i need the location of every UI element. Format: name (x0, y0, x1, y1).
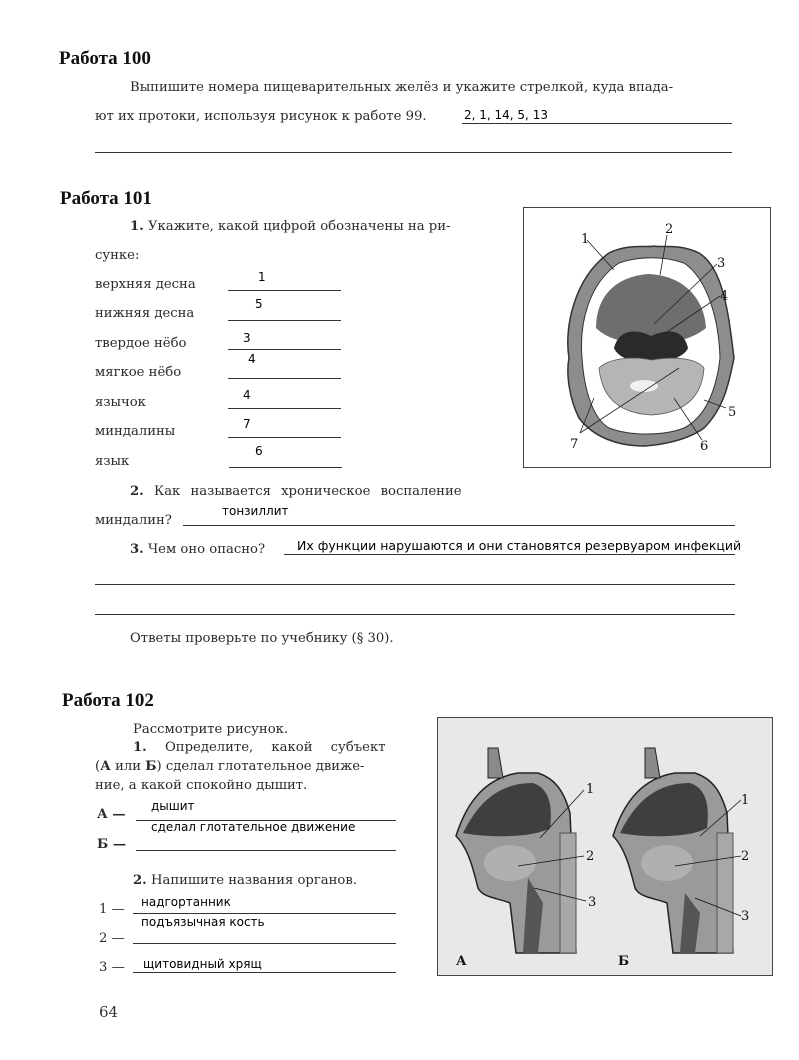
item-answer-lower-gum[interactable]: 5 (255, 297, 263, 311)
item-line (228, 437, 341, 438)
organ-2-label: 2 — (99, 931, 125, 946)
item-label-soft-palate: мягкое нёбо (95, 365, 182, 380)
mouth-label-2: 2 (665, 222, 674, 237)
paren-open: ( (95, 759, 101, 774)
item-line (228, 349, 341, 350)
item-label-upper-gum: верхняя десна (95, 277, 196, 292)
q3-answer-line2 (95, 584, 735, 585)
throat-b-label-1: 1 (741, 793, 750, 808)
panel-a-label: А (456, 954, 467, 969)
item-answer-uvula[interactable]: 4 (243, 388, 251, 402)
q3-answer-line3 (95, 614, 735, 615)
organ-1-line (133, 913, 396, 914)
work100-text-line1: Выпишите номера пищеварительных желёз и укажите стрелкой, куда впада- (130, 80, 674, 95)
work101-q3-answer[interactable]: Их функции нарушаются и они становятся резервуаром инфекций (297, 538, 742, 553)
organ-1-label: 1 — (99, 902, 125, 917)
q1-line2-rest: ) сделал глотательное движе- (156, 759, 365, 774)
organ-1-answer[interactable]: надгортанник (141, 895, 231, 909)
work102-intro: Рассмотрите рисунок. (133, 722, 289, 737)
item-answer-hard-palate[interactable]: 3 (243, 331, 251, 345)
panel-b-label: Б (618, 954, 630, 969)
q2-answer-line (183, 525, 735, 526)
throat-a-label-2: 2 (586, 849, 595, 864)
swallowing-illustration (438, 718, 772, 975)
page-number: 64 (99, 1003, 119, 1021)
or-text: или (110, 759, 146, 774)
organ-2-line (133, 943, 396, 944)
work101-q2-number: 2. (130, 484, 144, 499)
work102-q1-line2 (95, 759, 364, 774)
item-label-hard-palate: твердое нёбо (95, 336, 187, 351)
work101-q2-answer[interactable]: тонзиллит (222, 504, 289, 518)
organ-3-line (133, 972, 396, 973)
row-a-answer[interactable]: дышит (151, 799, 195, 813)
item-label-tonsils: миндалины (95, 424, 176, 439)
work100-answer[interactable]: 2, 1, 14, 5, 13 (464, 108, 548, 122)
work102-q1-line3: ние, а какой спокойно дышит. (95, 778, 308, 793)
work101-q1-line2: сунке: (95, 248, 140, 263)
item-line (228, 320, 341, 321)
work101-check-note: Ответы проверьте по учебнику (§ 30). (130, 631, 394, 646)
row-a-label: А — (97, 807, 126, 822)
mouth-figure (523, 207, 771, 468)
work101-q3-number: 3. (130, 542, 144, 557)
work101-q3-line (130, 542, 265, 557)
work100-answer-line (462, 123, 732, 124)
work101-q2-text: Как называется хроническое воспаление (153, 484, 462, 499)
item-line (228, 378, 341, 379)
work101-q1-text: Укажите, какой цифрой обозначены на ри- (147, 219, 451, 234)
work101-title: Работа 101 (60, 188, 152, 209)
option-a: А (100, 759, 111, 774)
option-b: Б (145, 759, 157, 774)
item-line (229, 467, 342, 468)
throat-a-label-3: 3 (588, 895, 597, 910)
organ-3-label: 3 — (99, 960, 125, 975)
row-b-answer[interactable]: сделал глотательное движение (151, 820, 356, 834)
item-line (228, 408, 341, 409)
item-label-tongue: язык (95, 454, 130, 469)
mouth-label-5: 5 (728, 405, 737, 420)
mouth-label-1: 1 (581, 232, 590, 247)
work102-q2-number: 2. (133, 873, 147, 888)
throat-a-label-1: 1 (586, 782, 595, 797)
work100-answer-line2 (95, 152, 732, 153)
item-answer-tongue[interactable]: 6 (255, 444, 263, 458)
row-b-label: Б — (97, 837, 127, 852)
item-line (228, 290, 341, 291)
mouth-label-3: 3 (717, 256, 726, 271)
work102-q2-line (133, 873, 357, 888)
mouth-label-7: 7 (570, 437, 579, 452)
q3-answer-line (284, 554, 735, 555)
item-answer-upper-gum[interactable]: 1 (258, 270, 266, 284)
throat-b-label-2: 2 (741, 849, 750, 864)
organ-3-answer[interactable]: щитовидный хрящ (143, 957, 262, 971)
work102-q2-text: Напишите названия органов. (150, 873, 357, 888)
work101-q1-number: 1. (130, 219, 144, 234)
work102-title: Работа 102 (62, 690, 154, 711)
item-answer-tonsils[interactable]: 7 (243, 417, 251, 431)
row-b-line (136, 850, 396, 851)
work102-q1-text: Определите, какой субъект (164, 740, 386, 755)
mouth-illustration (524, 208, 770, 467)
work100-text-line2: ют их протоки, используя рисунок к работе 99. (95, 109, 427, 124)
item-answer-soft-palate[interactable]: 4 (248, 352, 256, 366)
work101-q2-line2: миндалин? (95, 513, 172, 528)
work101-q3-text: Чем оно опасно? (147, 542, 266, 557)
work101-q2-line1 (130, 484, 462, 499)
swallowing-figure (437, 717, 773, 976)
work102-q1-number: 1. (133, 740, 147, 755)
work101-q1-line1 (130, 219, 450, 234)
throat-b-label-3: 3 (741, 909, 750, 924)
item-label-uvula: язычок (95, 395, 146, 410)
organ-2-answer[interactable]: подъязычная кость (141, 915, 265, 929)
mouth-label-6: 6 (700, 439, 709, 454)
item-label-lower-gum: нижняя десна (95, 306, 195, 321)
work100-title: Работа 100 (59, 48, 151, 69)
work102-q1-line1 (133, 740, 386, 755)
mouth-label-4: 4 (720, 289, 729, 304)
